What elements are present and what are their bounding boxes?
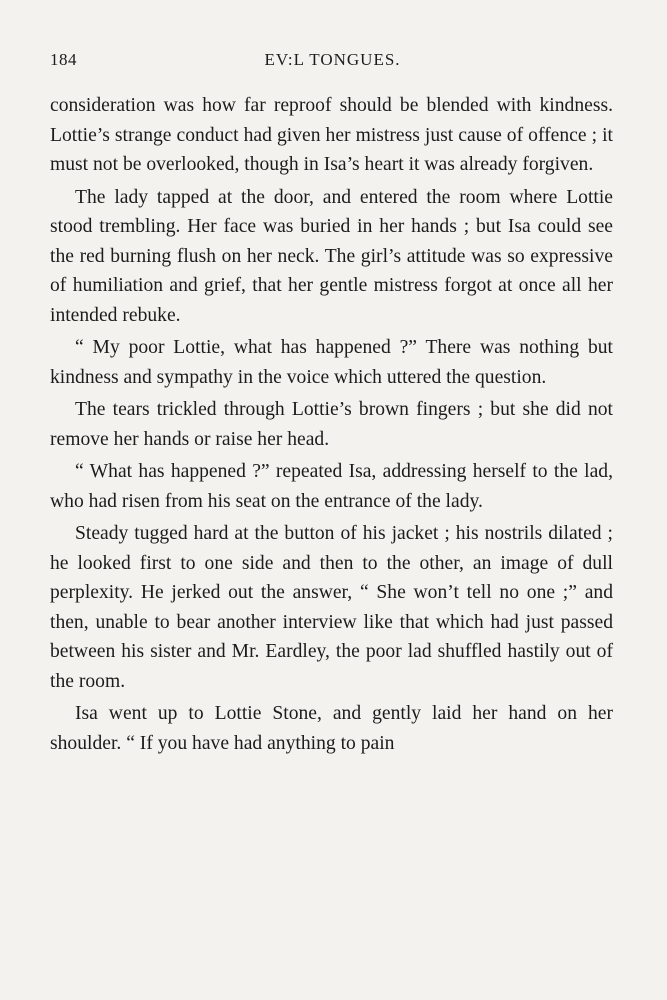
page-number: 184	[50, 50, 77, 69]
running-title: EV:L TONGUES.	[264, 50, 401, 69]
paragraph: The tears trickled through Lottie’s brown fingers ; but she did not remove her hands or raise her head.	[50, 399, 613, 450]
paragraph: “ What has happened ?” repeated Isa, addressing herself to the lad, who had risen from his seat on the entrance of the lady.	[50, 461, 613, 512]
paragraph-continued: consideration was how far reproof should be blended with kindness. Lottie’s strange conduct had given her mistress just cause of offence ; it must not be overlooked, though in Isa’s heart it was already forgiven.	[50, 95, 613, 175]
paragraph: The lady tapped at the door, and entered the room where Lottie stood trembling. Her face was buried in her hands ; but Isa could see the red burning flush on her neck. The girl’s attitude was so expressive of humiliation and grief, that her gentle mistress forgot at once all her intended rebuke.	[50, 186, 613, 326]
body-text	[50, 91, 613, 761]
paragraph: Isa went up to Lottie Stone, and gently laid her hand on her shoulder. “ If you have had anything to pain	[50, 703, 613, 754]
paragraph: “ My poor Lottie, what has happened ?” There was nothing but kindness and sympathy in the voice which uttered the question.	[50, 337, 613, 388]
page-header	[50, 50, 615, 74]
paragraph: Steady tugged hard at the button of his jacket ; his nostrils dilated ; he looked first to one side and then to the other, an image of dull perplexity. He jerked out the answer, “ She won’t tell no one ;” and then, unable to bear another interview like that which had just passed between his sister and Mr. Eardley, the poor lad shuffled hastily out of the room.	[50, 523, 613, 692]
